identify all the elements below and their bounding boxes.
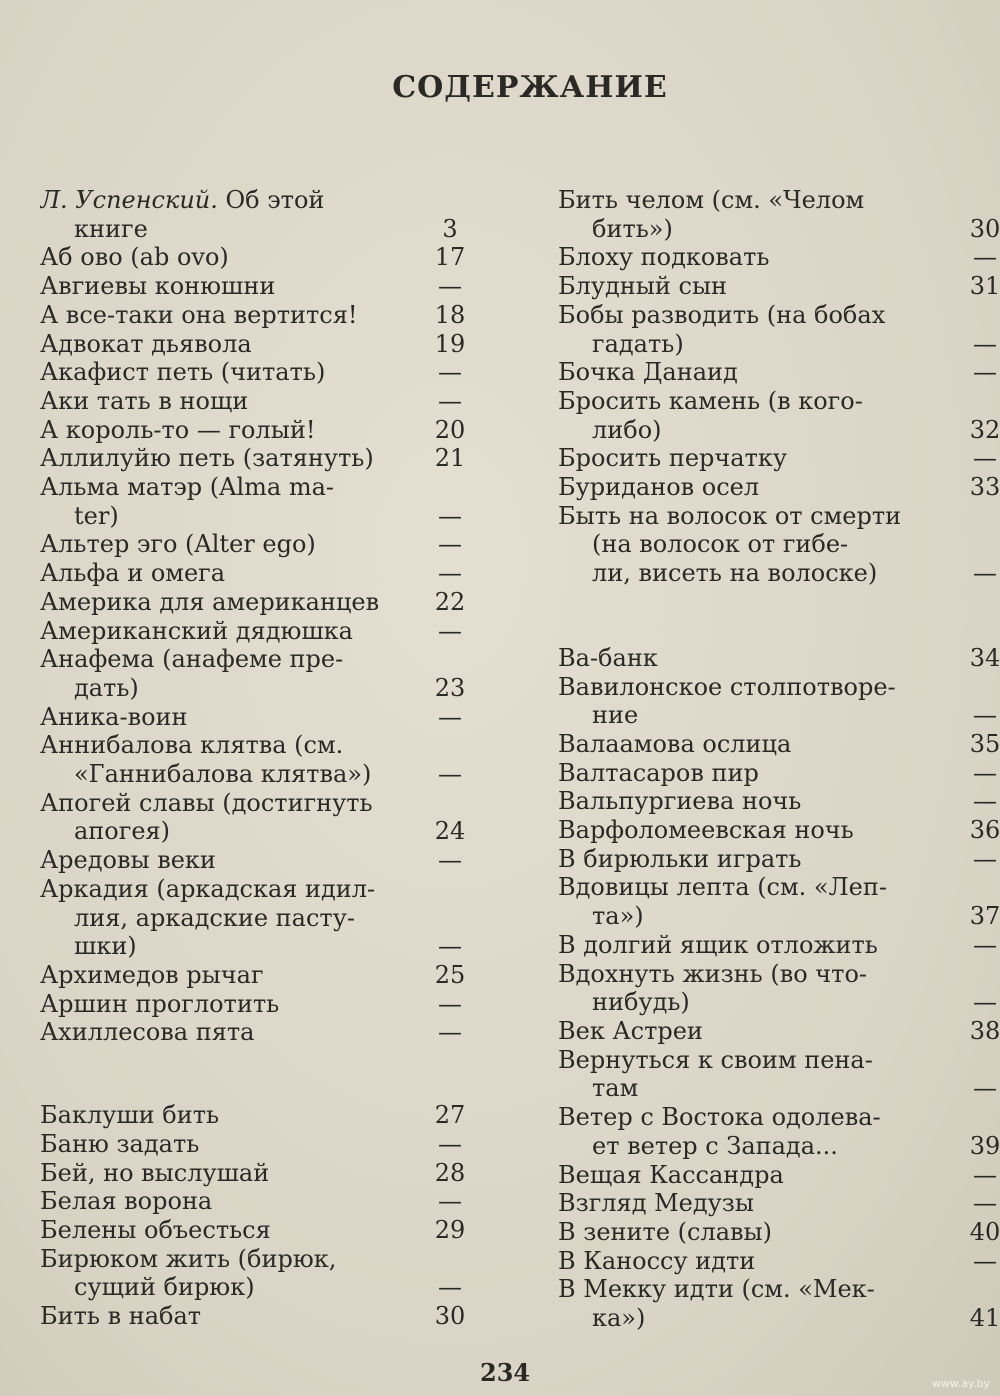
toc-entry [558,758,997,788]
toc-entry [558,930,997,960]
toc-page-number: — [973,701,997,730]
section-gap [558,588,988,644]
toc-page-number: — [973,988,997,1017]
toc-page-number: — [438,702,462,731]
toc-entry-line: Валтасаров пир [558,758,759,787]
page-number: 234 [480,1358,531,1387]
toc-entry-line: Аб ово (ab ovo) [40,243,229,272]
toc-entry [558,186,1000,243]
toc-entry [558,729,1000,759]
toc-entry [40,875,480,961]
toc-entry-line: «Ганнибалова клятва») [74,760,372,789]
toc-entry [40,243,480,272]
author-name: Л. Успенский. [40,186,218,214]
toc-entry-line: дать) [74,673,139,702]
toc-entry-line: Авгиевы конюшни [40,272,276,301]
section-gap [40,1047,480,1101]
toc-entry [558,444,997,473]
toc-entry-line: Белая ворона [40,1187,213,1216]
toc-entry-line: Вдовицы лепта (см. «Леп- [558,873,887,902]
toc-entry [558,358,997,387]
toc-entry [40,1187,480,1216]
toc-page-number: 39 [969,1131,1000,1160]
toc-entry-line: Аркадия (аркадская идил- [40,874,376,903]
toc-page-number: 28 [434,1158,466,1187]
toc-entry [558,501,997,588]
toc-entry-line: сущий бирюк) [74,1273,255,1302]
toc-entry [558,959,997,1017]
toc-entry-line: Вдохнуть жизнь (во что- [558,959,867,988]
toc-entry [558,1275,1000,1333]
toc-page-number: — [438,530,462,559]
toc-entry-line: Бросить камень (в кого- [558,386,863,415]
toc-page-number: 30 [434,1302,466,1331]
toc-entry-line: Аллилуйю петь (затянуть) [40,444,374,473]
toc-entry [558,672,997,730]
toc-entry-line: лия, аркадские пасту- [74,903,355,932]
toc-page-number: 41 [969,1304,1000,1333]
toc-entry [40,846,480,875]
toc-entry-line: Взгляд Медузы [558,1189,754,1218]
toc-page-number: 23 [434,673,466,702]
toc-entry-line: нибудь) [592,988,690,1017]
toc-page-number: — [438,760,462,789]
watermark: www.ay.by [931,1377,990,1390]
toc-page-number: 33 [969,473,1000,502]
toc-page-number: — [438,1129,462,1158]
toc-entry-line: Белены объесться [40,1215,271,1244]
toc-entry-line: Бей, но выслушай [40,1158,270,1187]
toc-entry [40,1159,480,1188]
toc-page-number: — [438,501,462,530]
toc-entry-line: Аршин проглотить [40,989,280,1018]
toc-page-number: 32 [969,415,1000,444]
toc-entry [558,1217,1000,1247]
toc-page-number: 37 [969,902,1000,931]
toc-page-number: 40 [969,1217,1000,1246]
toc-entry-line: Бочка Данаид [558,358,738,387]
toc-entry-line: Блоху подковать [558,243,770,272]
toc-page-number: — [438,1018,462,1047]
toc-entry [558,787,997,816]
toc-entry-line: та») [592,902,644,931]
toc-page-number: — [973,444,997,473]
toc-page-number: — [438,616,462,645]
toc-entry [40,1130,480,1159]
toc-entry-line: Аредовы веки [40,846,216,875]
toc-entry [40,559,480,588]
toc-page-number: 36 [969,816,1000,845]
toc-entry-line: ка») [592,1304,646,1333]
toc-entry [558,1016,1000,1046]
toc-entry [558,816,1000,845]
toc-page-number: — [973,358,997,387]
toc-entry [40,358,480,387]
toc-entry [40,1302,480,1331]
toc-entry-line: там [592,1074,639,1103]
toc-entry-line: Архимедов рычаг [40,960,264,989]
toc-entry [558,243,997,272]
toc-page-number: 35 [969,729,1000,758]
toc-entry-line: гадать) [592,329,684,358]
toc-entry-line: Бросить перчатку [558,444,787,473]
toc-entry [40,272,480,301]
toc-entry-line: Альтер эго (Alter ego) [40,530,316,559]
toc-left-column [40,186,480,1331]
toc-right-column [558,186,1000,1333]
toc-entry [40,444,480,473]
toc-page-number: — [438,989,462,1018]
toc-entry-line: Вещая Кассандра [558,1160,784,1189]
toc-entry-line: Ва-банк [558,643,658,672]
toc-entry-line: Альфа и омега [40,559,226,588]
toc-page-number: 24 [434,817,466,846]
toc-entry-line: Акафист петь (читать) [40,358,326,387]
toc-entry-line: Блудный сын [558,272,728,301]
toc-entry [40,186,480,243]
toc-entry-line: В Мекку идти (см. «Мек- [558,1275,875,1304]
toc-entry [40,1245,480,1302]
toc-page-number: — [438,1187,462,1216]
toc-entry-line: Американский дядюшка [40,616,353,645]
toc-entry-line: Вальпургиева ночь [558,787,802,816]
toc-page-number: — [973,844,997,873]
toc-entry [558,844,997,874]
toc-entry-line: (на волосок от гибе- [592,530,849,559]
toc-entry-line: Бить в набат [40,1302,202,1331]
toc-entry-line: ет ветер с Запада... [592,1131,838,1160]
toc-entry-line: бить») [592,214,673,243]
toc-entry-line: В зените (славы) [558,1217,772,1246]
toc-entry [40,1101,480,1130]
toc-entry-line: ter) [74,501,119,530]
toc-page-number: — [438,559,462,588]
toc-page-number: 31 [969,272,1000,301]
toc-page-number: 17 [434,243,466,272]
toc-page-number: — [973,243,997,272]
toc-entry-line: Бирюком жить (бирюк, [40,1244,337,1273]
toc-entry [40,789,480,846]
toc-entry-line: книге [74,214,148,243]
toc-entry-line: Альма матэр (Alma ma- [40,473,335,502]
toc-entry [558,473,1000,502]
toc-entry [40,588,480,617]
toc-page-number: 22 [434,587,466,616]
toc-page-number: 18 [434,300,466,329]
toc-entry-line: Вавилонское столпотворе- [558,672,896,701]
toc-entry-line: Бить челом (см. «Челом [558,186,865,214]
toc-entry [558,386,1000,444]
toc-page-number: — [438,846,462,875]
toc-page-number: — [438,932,462,961]
toc-page-number: 19 [434,329,466,358]
toc-page-number: — [438,1273,462,1302]
toc-entry-line: В бирюльки играть [558,844,802,873]
toc-entry [40,301,480,330]
toc-page-number: — [973,1246,997,1275]
toc-page-number: — [973,930,997,959]
page-title: СОДЕРЖАНИЕ [392,70,668,105]
toc-page-number: 20 [434,415,466,444]
toc-entry-line: ли, висеть на волоске) [592,559,878,588]
toc-entry [40,961,480,990]
toc-entry-line: В долгий ящик отложить [558,930,878,959]
toc-entry-line: А все-таки она вертится! [40,300,358,329]
toc-entry [558,1045,997,1103]
toc-entry [40,387,480,416]
toc-page-number: 27 [434,1101,466,1130]
toc-page-number: — [438,272,462,301]
toc-entry-line: Валаамова ослица [558,729,792,758]
toc-entry [40,617,480,646]
toc-entry [558,643,1000,673]
toc-entry-line: ние [592,701,639,730]
toc-page-number: 3 [442,214,458,243]
toc-entry [558,300,997,358]
toc-entry-line: Аннибалова клятва (см. [40,731,344,760]
toc-entry [40,1216,480,1245]
toc-entry-line: Анафема (анафеме пре- [40,645,344,674]
toc-entry [40,731,480,788]
toc-entry [40,1018,480,1047]
toc-entry-line: Аки тать в нощи [40,386,249,415]
toc-entry [558,272,1000,301]
toc-entry [40,330,480,359]
toc-entry-line: Адвокат дьявола [40,329,252,358]
toc-page-number: — [973,787,997,816]
toc-entry-line: Век Астреи [558,1016,703,1045]
toc-page-number: — [438,358,462,387]
toc-entry-line: Варфоломеевская ночь [558,816,854,845]
toc-entry-line: Апогей славы (достигнуть [40,788,373,817]
toc-entry-line: Америка для американцев [40,587,380,616]
toc-entry-line: Вернуться к своим пена- [558,1045,873,1074]
toc-entry-line: апогея) [74,817,171,846]
toc-page-number: 25 [434,960,466,989]
toc-entry [558,1246,997,1276]
toc-entry-line: В Каноссу идти [558,1246,756,1275]
toc-entry [40,703,480,732]
toc-page-number: — [438,386,462,415]
toc-entry-line: Баклуши бить [40,1101,220,1130]
toc-entry-line: Бобы разводить (на бобах [558,300,886,329]
toc-entry [558,873,1000,931]
toc-page-number: 34 [969,643,1000,672]
toc-entry [40,473,480,530]
toc-entry-line: Л. Успенский. Об этой [40,186,325,214]
toc-page-number: — [973,329,997,358]
toc-page-number: — [973,559,997,588]
toc-entry-line: Буриданов осел [558,473,760,502]
toc-page-number: 38 [969,1016,1000,1045]
toc-entry [40,530,480,559]
toc-entry [558,1103,1000,1160]
toc-page-number: — [973,1189,997,1218]
toc-entry-line: Быть на волосок от смерти [558,501,902,530]
toc-entry [558,1189,997,1218]
toc-page-number: 29 [434,1215,466,1244]
toc-entry [40,416,480,445]
toc-page-number: — [973,1074,997,1103]
toc-entry-line: шки) [74,932,137,961]
toc-entry [40,990,480,1019]
toc-entry-line: Баню задать [40,1129,200,1158]
toc-entry-line: Аника-воин [40,702,188,731]
toc-entry-line: А король-то — голый! [40,415,316,444]
toc-entry [558,1160,997,1190]
toc-entry [40,645,480,702]
toc-page-number: 30 [969,214,1000,243]
toc-page-number: — [973,758,997,787]
toc-page-number: 21 [434,444,466,473]
toc-entry-line: либо) [592,415,662,444]
toc-page-number: — [973,1160,997,1189]
toc-entry-line: Ахиллесова пята [40,1018,255,1047]
toc-entry-line: Ветер с Востока одолева- [558,1103,881,1132]
